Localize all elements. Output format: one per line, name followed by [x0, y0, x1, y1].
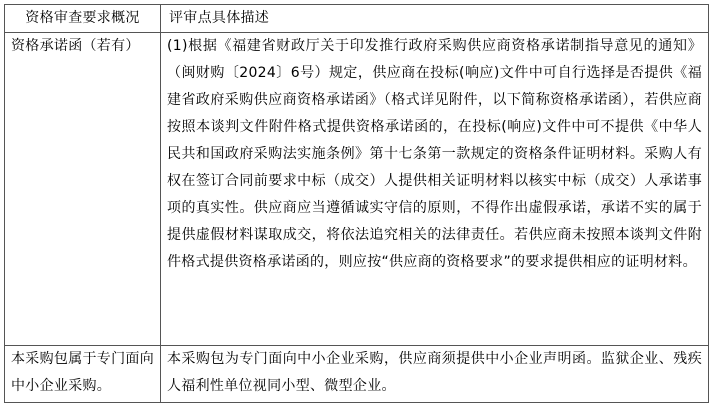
row-description-sme-procurement	[161, 346, 709, 403]
row-label-sme-procurement: 本采购包属于专门面向中小企业采购。	[5, 346, 161, 403]
header-requirement-overview: 资格审查要求概况	[5, 5, 161, 33]
sme-procurement-text: 本采购包为专门面向中小企业采购，供应商须提供中小企业声明函。监狱企业、残疾人福利性单位视同小型、微型企业。	[167, 351, 702, 394]
table-row	[5, 346, 709, 403]
table-header-row	[5, 5, 709, 33]
qualification-review-table	[4, 4, 709, 403]
header-review-point-description: 评审点具体描述	[161, 5, 709, 33]
row-label-qualification-commitment: 资格承诺函（若有）	[5, 33, 161, 346]
qualification-commitment-text: (1)根据《福建省财政厅关于印发推行政府采购供应商资格承诺制指导意见的通知》（闽财购〔2024〕6号）规定，供应商在投标(响应)文件中可自行选择是否提供《福建省政府采购供应商资格承诺函》（格式详见附件，以下简称资格承诺函），若供应商按照本谈判文件附件格式提供资格承诺函的，在投标(响应)文件中可不提供《中华人民共和国政府采购法实施条例》第十七条第一款规定的资格条件证明材料。采购人有权在签订合同前要求中标（成交）人提供相关证明材料以核实中标（成交）人承诺事项的真实性。供应商应当遵循诚实守信的原则，不得作出虚假承诺，承诺不实的属于提供虚假材料谋取成交，将依法追究相关的法律责任。若供应商未按照本谈判文件附件格式提供资格承诺函的，则应按“供应商的资格要求”的要求提供相应的证明材料。	[167, 38, 702, 270]
row-description-qualification-commitment	[161, 33, 709, 346]
table-row	[5, 33, 709, 346]
